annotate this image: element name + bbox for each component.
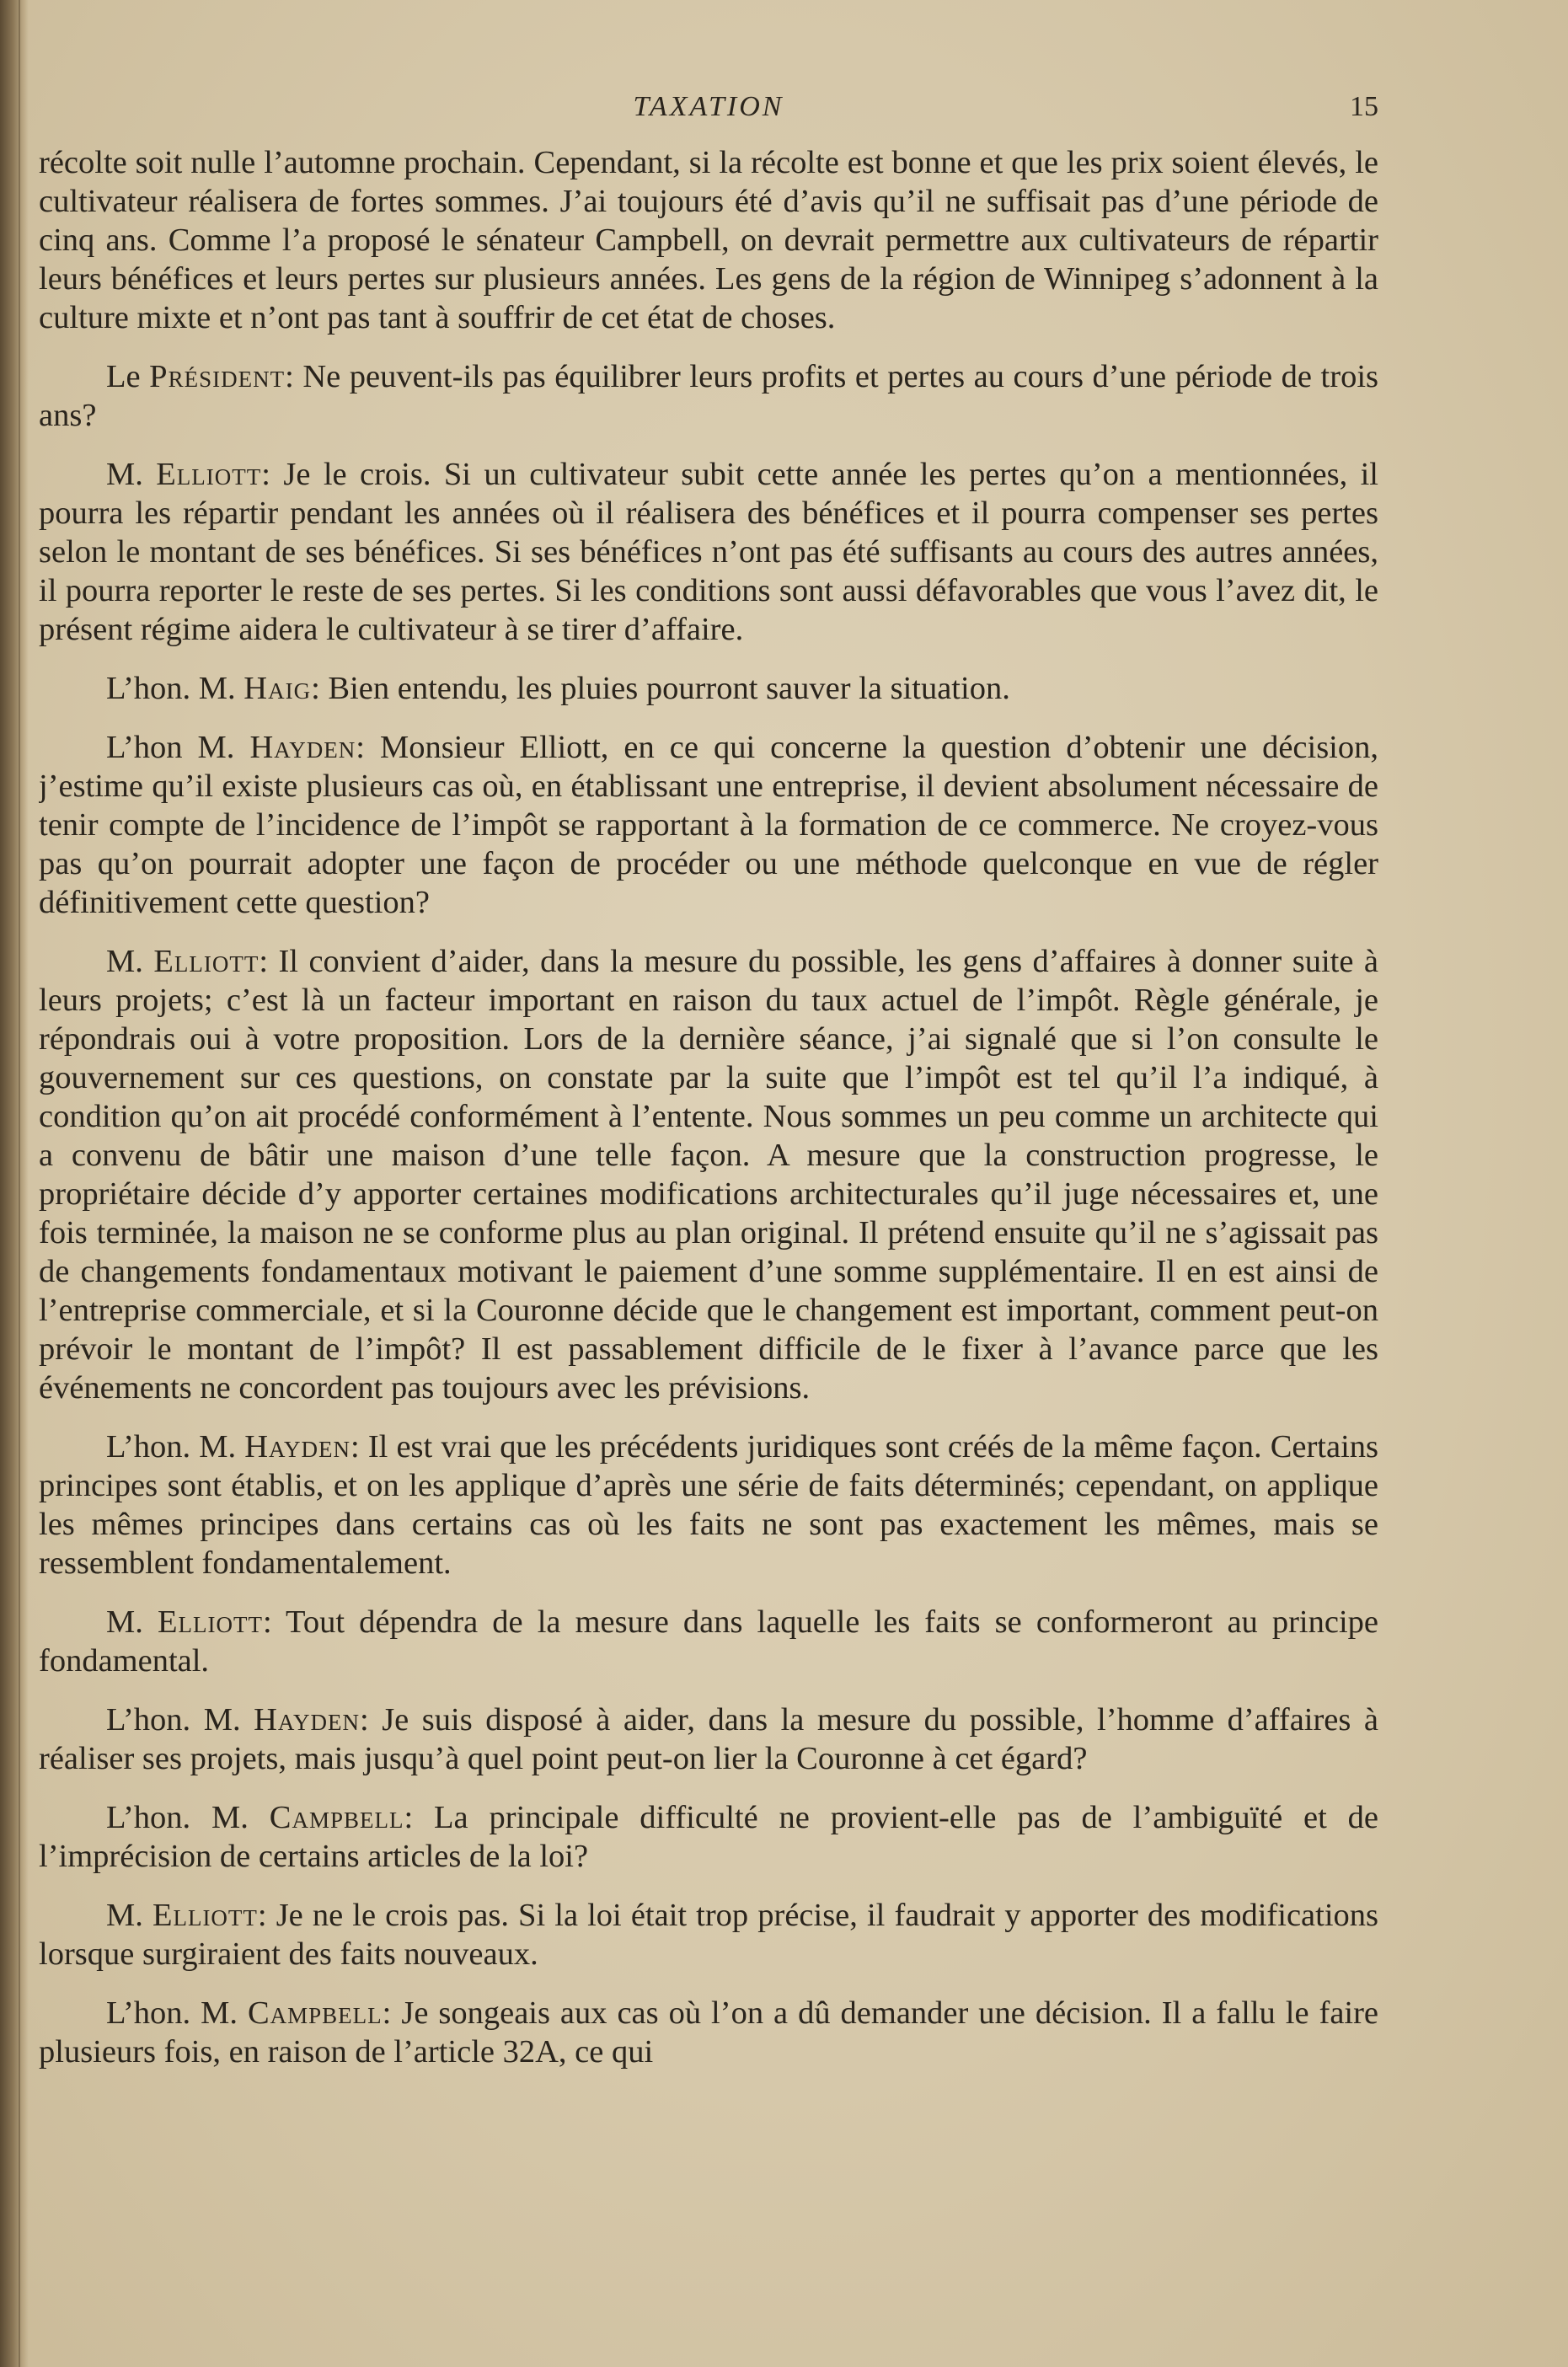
running-title: TAXATION: [633, 91, 784, 122]
speaker-name: Hayden: [244, 1429, 351, 1465]
paragraph-speech: [39, 1896, 1378, 1973]
speaker-name: Campbell: [247, 1995, 383, 2031]
speaker-prefix: L’hon. M.: [106, 1995, 248, 2031]
paragraph-speech: [39, 1603, 1378, 1680]
page-number: 15: [1350, 91, 1378, 122]
paragraph-speech: [39, 357, 1378, 435]
speaker-suffix: :: [261, 457, 284, 492]
speaker-name: Président: [149, 359, 286, 394]
speaker-suffix: :: [285, 359, 303, 394]
speaker-name: Haig: [243, 671, 312, 706]
paragraph-speech: [39, 669, 1378, 708]
speaker-prefix: M.: [106, 1898, 153, 1933]
speaker-suffix: :: [359, 1702, 383, 1738]
running-header: [39, 84, 1378, 143]
speaker-prefix: L’hon. M.: [106, 1800, 270, 1835]
speaker-prefix: L’hon. M.: [106, 1429, 245, 1465]
paragraph-text: Il convient d’aider, dans la mesure du possible, les gens d’affaires à donner suite à leurs projets; c’est là un facteur important en raison du taux actuel de l’impôt. Règle générale, je répondrais oui à votre proposition. Lors de la dernière séance, j’ai signalé que si l’on consulte le gouvernement sur ces questions, on constate par la suite que l’impôt est tel qu’il l’a indiqué, à condition qu’on ait procédé conformément à l’entente. Nous sommes un peu comme un architecte qui a convenu de bâtir une maison d’une telle façon. A mesure que la construction progresse, le propriétaire décide d’y apporter certaines modifications architecturales qu’il juge nécessaires et, une fois terminée, la maison ne se conforme plus au plan original. Il prétend ensuite qu’il ne s’agissait pas de changements fondamentaux motivant le paiement d’une somme supplémentaire. Il en est ainsi de l’entreprise commerciale, et si la Couronne décide que le changement est important, comment peut-on prévoir le montant de l’impôt? Il est passablement difficile de le fixer à l’avance parce que les événements ne concordent pas toujours avec les prévisions.: [39, 944, 1378, 1406]
paragraph-text: Tout dépendra de la mesure dans laquelle les faits se conformeront au principe fondamental.: [39, 1604, 1378, 1679]
speaker-suffix: :: [259, 944, 279, 979]
paragraph-text: Je songeais aux cas où l’on a dû demander une décision. Il a fallu le faire plusieurs fois, en raison de l’article 32A, ce qui: [39, 1995, 1378, 2070]
speaker-name: Elliott: [157, 1604, 263, 1640]
speaker-suffix: :: [257, 1898, 276, 1933]
speaker-prefix: M.: [106, 1604, 158, 1640]
speaker-name: Campbell: [269, 1800, 404, 1835]
speaker-prefix: L’hon. M.: [106, 1702, 254, 1738]
binding-line: [19, 0, 20, 2367]
speaker-name: Hayden: [254, 1702, 360, 1738]
speaker-prefix: Le: [106, 359, 150, 394]
paragraph-text: Je le crois. Si un cultivateur subit cette année les pertes qu’on a mentionnées, il pourra les répartir pendant les années où il réalisera des bénéfices et il pourra compenser ses pertes selon le montant de ses bénéfices. Si ses bénéfices n’ont pas été suffisants au cours des autres années, il pourra reporter le reste de ses pertes. Si les conditions sont aussi défavorables que vous l’avez dit, le présent régime aidera le cultivateur à se tirer d’affaire.: [39, 457, 1378, 647]
paragraph-text: Monsieur Elliott, en ce qui concerne la question d’obtenir une décision, j’estime qu’il existe plusieurs cas où, en établissant une entreprise, il devient absolument nécessaire de tenir compte de l’incidence de l’impôt se rapportant à la formation de ce commerce. Ne croyez-vous pas qu’on pourrait adopter une façon de procéder ou une méthode quelconque en vue de régler définitivement cette question?: [39, 730, 1378, 920]
paragraph-text: Je suis disposé à aider, dans la mesure du possible, l’homme d’affaires à réaliser ses projets, mais jusqu’à quel point peut-on lier la Couronne à cet égard?: [39, 1702, 1378, 1776]
speaker-suffix: :: [311, 671, 329, 706]
speaker-suffix: :: [382, 1995, 402, 2031]
speaker-name: Elliott: [156, 457, 262, 492]
paragraph-text: La principale difficulté ne provient-elle pas de l’ambiguïté et de l’imprécision de certains articles de la loi?: [39, 1800, 1378, 1874]
paragraph-speech: [39, 942, 1378, 1407]
page-binding-edge: [0, 0, 29, 2367]
speaker-name: Elliott: [153, 944, 260, 979]
speaker-prefix: L’hon M.: [106, 730, 250, 765]
paragraph-speech: [39, 1427, 1378, 1582]
speaker-name: Hayden: [249, 730, 356, 765]
paragraph-speech: [39, 1700, 1378, 1778]
speaker-suffix: :: [404, 1800, 435, 1835]
document-page: [39, 84, 1378, 2343]
paragraph-text: Ne peuvent-ils pas équilibrer leurs profits et pertes au cours d’une période de trois ans?: [39, 359, 1378, 433]
speaker-prefix: M.: [106, 457, 157, 492]
paragraph-continuation: [39, 143, 1378, 337]
speaker-suffix: :: [356, 730, 380, 765]
speaker-suffix: :: [351, 1429, 368, 1465]
paragraph-text: récolte soit nulle l’automne prochain. Cependant, si la récolte est bonne et que les prix soient élevés, le cultivateur réalisera de fortes sommes. J’ai toujours été d’avis qu’il ne suffisait pas d’une période de cinq ans. Comme l’a proposé le sénateur Campbell, on devrait permettre aux cultivateurs de répartir leurs bénéfices et leurs pertes sur plusieurs années. Les gens de la région de Winnipeg s’adonnent à la culture mixte et n’ont pas tant à souffrir de cet état de choses.: [39, 145, 1378, 335]
speaker-prefix: L’hon. M.: [106, 671, 244, 706]
paragraph-speech: [39, 455, 1378, 649]
paragraph-speech: [39, 1994, 1378, 2071]
paragraph-speech: [39, 728, 1378, 922]
speaker-prefix: M.: [106, 944, 154, 979]
speaker-suffix: :: [262, 1604, 286, 1640]
body-text: [39, 143, 1378, 2071]
paragraph-text: Bien entendu, les pluies pourront sauver la situation.: [328, 671, 1010, 706]
paragraph-text: Je ne le crois pas. Si la loi était trop précise, il faudrait y apporter des modifications lorsque surgiraient des faits nouveaux.: [39, 1898, 1378, 1972]
paragraph-text: Il est vrai que les précédents juridiques sont créés de la même façon. Certains principes sont établis, et on les applique d’après une série de faits déterminés; cependant, on applique les mêmes principes dans certains cas où les faits ne sont pas exactement les mêmes, mais se ressemblent fondamentalement.: [39, 1429, 1378, 1581]
paragraph-speech: [39, 1798, 1378, 1876]
speaker-name: Elliott: [152, 1898, 258, 1933]
